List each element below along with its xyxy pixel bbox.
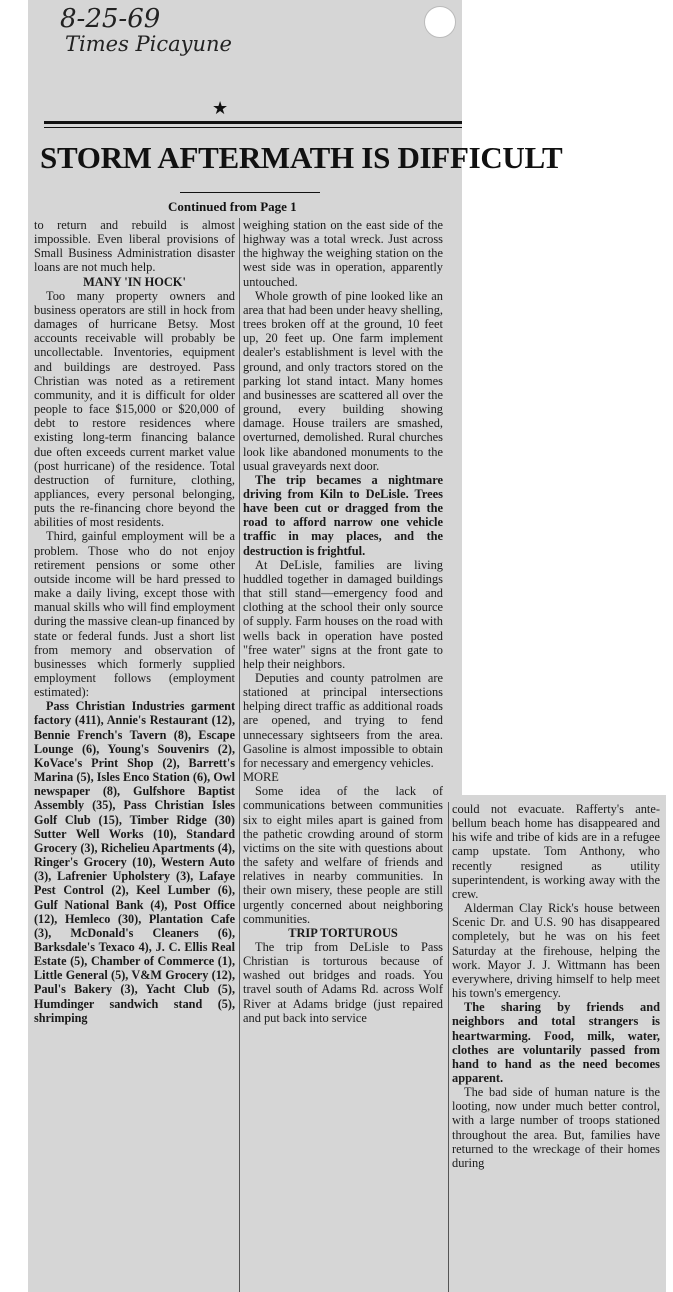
paragraph: Pass Christian Industries garment factory (411), Annie's Restaurant (12), Bennie French's Tavern (8), Escape Lounge (6), Young's Souvenirs (2), KoVace's Print Shop (2), Barrett's Marina (5), Isles Enco Station (6), Owl newspaper (8), Gulfshore Baptist Assembly (35), Pass Christian Isles Golf Club (15), Timber Ridge (30) Sutter Well Works (10), Standard Grocery (3), Richelieu Apartments (4), Ringer's Grocery (10), Western Auto (3), Lafrenier Upholstery (3), Lafaye Pest Control (2), Keel Lumber (6), Gulf National Bank (4), Post Office (12), Hemleco (30), Plantation Cafe (3), McDonald's Cleaners (6), Barksdale's Texaco 4), J. C. Ellis Real Estate (5), Chamber of Commerce (1), Little General (5), V&M Grocery (12), Paul's Bakery (3), Yacht Club (5), Humdinger sandwich stand (5), shrimping [34,699,235,1025]
paragraph: Some idea of the lack of communications between communities six to eight miles apart is gained from the pathetic crowding around of storm victims on the site with questions about the safety and welfare of friends and relatives in nearby communities. In their own misery, these people are still urgently concerned about neighboring communities. [243,784,443,926]
handwritten-publication: Times Picayune [65,32,232,56]
paragraph: The trip becames a nightmare driving from Kiln to DeLisle. Trees have been cut or dragged from the road to afford narrow one vehicle traffic in may places, and the destruction is frightful. [243,472,443,558]
article-column-2 [243,218,443,1292]
paragraph: Alderman Clay Rick's house between Scenic Dr. and U.S. 90 has disappeared completely, but he was on his feet Saturday at the firehouse, helping the work. Mayor J. J. Wittmann has been everywhere, driving himself to help meet his town's emergency. [452,901,660,1001]
punch-hole-shadow [432,20,462,50]
column-divider-2 [448,802,449,1292]
paragraph: could not evacuate. Rafferty's ante-bellum beach home has disappeared and his wife and tribe of kids are in a refugee camp upstate. Tom Anthony, who recently resigned as utility superintendent, is working away with the crew. [452,802,660,901]
paragraph: The trip from DeLisle to Pass Christian is torturous because of washed out bridges and roads. You travel south of Adams Rd. across Wolf River at Adams bridge (just repaired and put back into service [243,939,443,1025]
paragraph: At DeLisle, families are living huddled together in damaged buildings that still stand—emergency food and clothing at the school their only source of supply. Farm houses on the road with wells back in operation have posted "free water" signs at the front gate to help their neighbors. [243,557,443,671]
paragraph: The sharing by friends and neighbors and total strangers is heartwarming. Food, milk, water, clothes are voluntarily passed from hand to hand as the need becomes apparent. [452,1000,660,1085]
paragraph: MORE [243,770,279,785]
paragraph: Third, gainful employment will be a problem. Those who do not enjoy retirement pensions or some other outside income will be hard pressed to make a daily living, except those with manual skills who will find employment during the massive clean-up financed by state or federal funds. Just a short list from memory and observation of businesses which formerly supplied employment follows (employment estimated): [34,529,235,700]
handwritten-date: 8-25-69 [60,4,161,34]
article-column-3 [452,802,660,1292]
column-divider-1 [239,218,240,1292]
subheading: TRIP TORTUROUS [288,925,398,940]
headline: STORM AFTERMATH IS DIFFICULT [40,140,563,175]
headline-top-rule-thin [44,127,462,128]
paragraph: Too many property owners and business operators are still in hock from damages of hurricane Betsy. Most accounts receivable will probably be uncollectable. Inventories, equipment and buildings are destroyed. Pass Christian was noted as a retirement community, and it is difficult for older people to face $15,000 or $20,000 of debt to restore residences where existing long-term financing balance due often exceeds current market value (post hurricane) of the residence. Total destruction of furniture, clothing, appliances, every personal belonging, puts the re-financing chore beyond the abilities of most residents. [34,288,235,530]
star-ornament: ★ [212,98,229,119]
paragraph: Whole growth of pine looked like an area that had been under heavy shelling, trees broken off at the ground, 10 feet up, 20 feet up. One farm implement dealer's establishment is level with the ground, and only tractors stored on the parking lot stand intact. Many homes and businesses are scattered all over the ground, every building showing damage. House trailers are smashed, overturned, demolished. Rural churches look like abandoned monuments to the usual graveyards next door. [243,288,443,473]
paragraph: weighing station on the east side of the highway was a total wreck. Just across the highway the weighing station on the west side was in operation, apparently untouched. [243,218,443,289]
paragraph: The bad side of human nature is the looting, now under much better control, with a large number of troops stationed throughout the area. But, families have returned to the wreckage of their homes during [452,1085,660,1170]
headline-top-rule [44,121,462,124]
subheading: MANY 'IN HOCK' [83,274,186,289]
continued-rule [180,192,320,193]
paragraph: Deputies and county patrolmen are stationed at principal intersections helping direct traffic as additional roads are opened, and trying to fend unnecessary sightseers from the area. Gasoline is almost impossible to obtain for necessary and emergency vehicles. [243,671,443,770]
article-column-1 [34,218,235,1292]
paragraph: to return and rebuild is almost impossible. Even liberal provisions of Small Business Administration disaster loans are not much help. [34,218,235,275]
continued-from-page-1: Continued from Page 1 [168,199,297,214]
